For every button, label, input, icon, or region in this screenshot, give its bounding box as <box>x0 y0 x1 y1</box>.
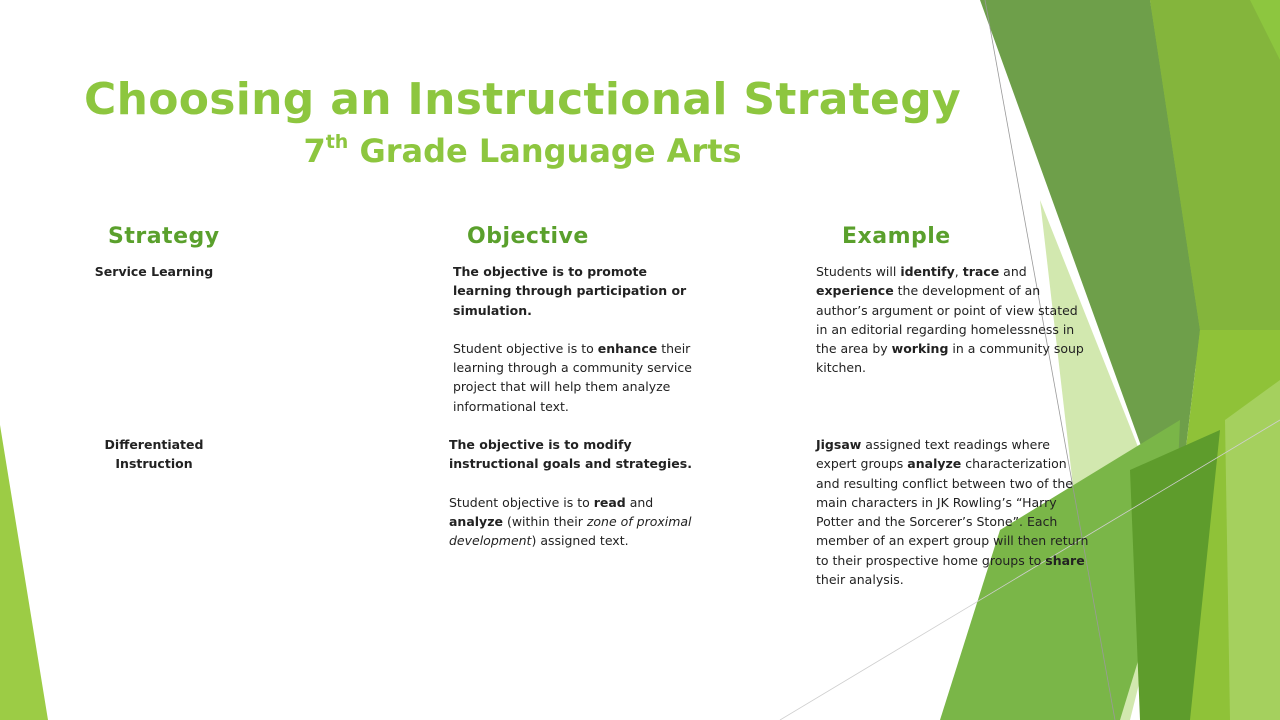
row2-objective-student: Student objective is to read and analyze (within their zone of proximal development) assigned text. <box>449 494 692 549</box>
row1-example: Students will identify, trace and experience the development of an author’s argument or point of view stated in an editorial regarding homelessness in the area by working in a community soup kitchen. <box>816 264 1084 376</box>
row2-strategy: Differentiated Instruction <box>104 437 204 472</box>
row2-objective-main: The objective is to modify instructional goals and strategies. <box>449 437 692 472</box>
column-header-example: Example <box>842 224 951 249</box>
row1-objective <box>453 262 703 416</box>
row2-example: Jigsaw assigned text readings where expert groups analyze characterization and resulting conflict between two of the main characters in JK Rowling’s “Harry Potter and the Sorcerer’s Stone”. Each member of an expert group will then return to their prospective home groups to share their analysis. <box>816 437 1089 588</box>
row1-objective-student: Student objective is to enhance their learning through a community service project that will help them analyze informational text. <box>453 340 692 414</box>
column-header-strategy: Strategy <box>108 224 220 249</box>
left-facet <box>0 425 48 720</box>
row2-objective <box>449 435 699 550</box>
row1-strategy: Service Learning <box>94 264 214 279</box>
column-header-objective: Objective <box>467 224 589 249</box>
slide-title: Choosing an Instructional Strategy <box>84 74 961 125</box>
right-facet-light-wedge <box>1225 380 1280 720</box>
row1-objective-main: The objective is to promote learning through participation or simulation. <box>453 264 687 318</box>
slide-subtitle: 7th Grade Language Arts <box>303 131 742 170</box>
